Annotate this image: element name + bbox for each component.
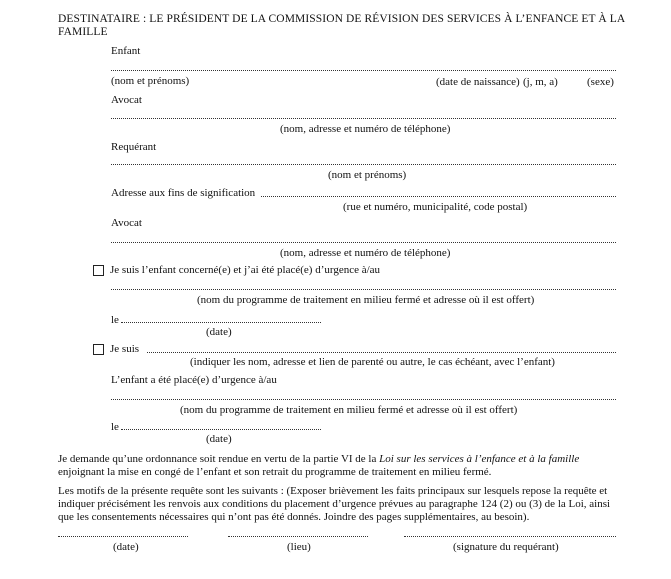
law-title: Loi sur les services à l’enfance et à la famille: [379, 453, 580, 465]
lawyer2-field[interactable]: [111, 242, 616, 243]
option2-program-caption: (nom du programme de traitement en milieu fermé et adresse où il est offert): [180, 404, 518, 416]
signature-place-caption: (lieu): [287, 541, 311, 553]
option1-text: Je suis l’enfant concerné(e) et j’ai été placé(e) d’urgence à/au: [110, 264, 381, 276]
service-address-field[interactable]: [261, 196, 616, 197]
option2-identity-field[interactable]: [147, 352, 616, 353]
lawyer1-caption: (nom, adresse et numéro de téléphone): [280, 123, 451, 135]
signature-place-field[interactable]: [228, 536, 368, 537]
child-name-caption: (nom et prénoms): [111, 75, 190, 87]
service-address-label: Adresse aux fins de signification: [111, 187, 256, 199]
option2-date-caption: (date): [206, 433, 232, 445]
signature-date-field[interactable]: [58, 536, 188, 537]
lawyer2-label: Avocat: [111, 217, 142, 229]
option1-le: le: [111, 314, 119, 326]
option1-date-caption: (date): [206, 326, 232, 338]
option2-placed-text: L’enfant a été placé(e) d’urgence à/au: [111, 374, 277, 386]
option1-program-field[interactable]: [111, 289, 616, 290]
reasons-line3: que les consentements nécessaires qui n’ont pas été donnés. Joindre des pages supplémentaires, au besoin).: [58, 511, 530, 523]
signature-field[interactable]: [404, 536, 616, 537]
service-address-caption: (rue et numéro, municipalité, code postal): [343, 201, 528, 213]
lawyer2-caption: (nom, adresse et numéro de téléphone): [280, 247, 451, 259]
applicant-caption: (nom et prénoms): [328, 169, 407, 181]
option2-identity-caption: (indiquer les nom, adresse et lien de parenté ou autre, le cas échéant, avec l’enfant): [190, 356, 555, 368]
option1-checkbox[interactable]: [93, 265, 104, 276]
applicant-label: Requérant: [111, 141, 157, 153]
reasons-line1: Les motifs de la présente requête sont les suivants : (Exposer brièvement les faits principaux sur lesquels repose la requête et: [58, 485, 608, 497]
option2-le: le: [111, 421, 119, 433]
child-dob-caption: (date de naissance): [436, 76, 520, 88]
child-sex-caption: (sexe): [587, 76, 614, 88]
request-line1-text: Je demande qu’une ordonnance soit rendue en vertu de la partie VI de la: [58, 453, 380, 465]
option2-date-field[interactable]: [121, 429, 321, 430]
lawyer1-label: Avocat: [111, 94, 142, 106]
option2-text: Je suis: [110, 343, 140, 355]
form-header-line2: FAMILLE: [58, 26, 108, 38]
lawyer1-field[interactable]: [111, 118, 616, 119]
signature-caption: (signature du requérant): [453, 541, 559, 553]
option2-checkbox[interactable]: [93, 344, 104, 355]
child-name-field[interactable]: [111, 70, 616, 71]
request-line1: [58, 453, 579, 466]
request-line2: enjoignant la mise en congé de l’enfant et son retrait du programme de traitement en milieu fermé.: [58, 466, 492, 478]
reasons-line2: indiquer précisément les renvois aux conditions du placement d’urgence prévues au paragraphe 124 (2) ou (3) de la Loi, ainsi: [58, 498, 611, 510]
option1-date-field[interactable]: [121, 322, 321, 323]
option1-program-caption: (nom du programme de traitement en milieu fermé et adresse où il est offert): [197, 294, 535, 306]
form-header-line1: DESTINATAIRE : LE PRÉSIDENT DE LA COMMISSION DE RÉVISION DES SERVICES À L’ENFANCE ET À LA: [58, 13, 626, 25]
signature-date-caption: (date): [113, 541, 139, 553]
applicant-field[interactable]: [111, 164, 616, 165]
option2-program-field[interactable]: [111, 399, 616, 400]
child-dob-format: (j, m, a): [523, 76, 558, 88]
child-label: Enfant: [111, 45, 141, 57]
